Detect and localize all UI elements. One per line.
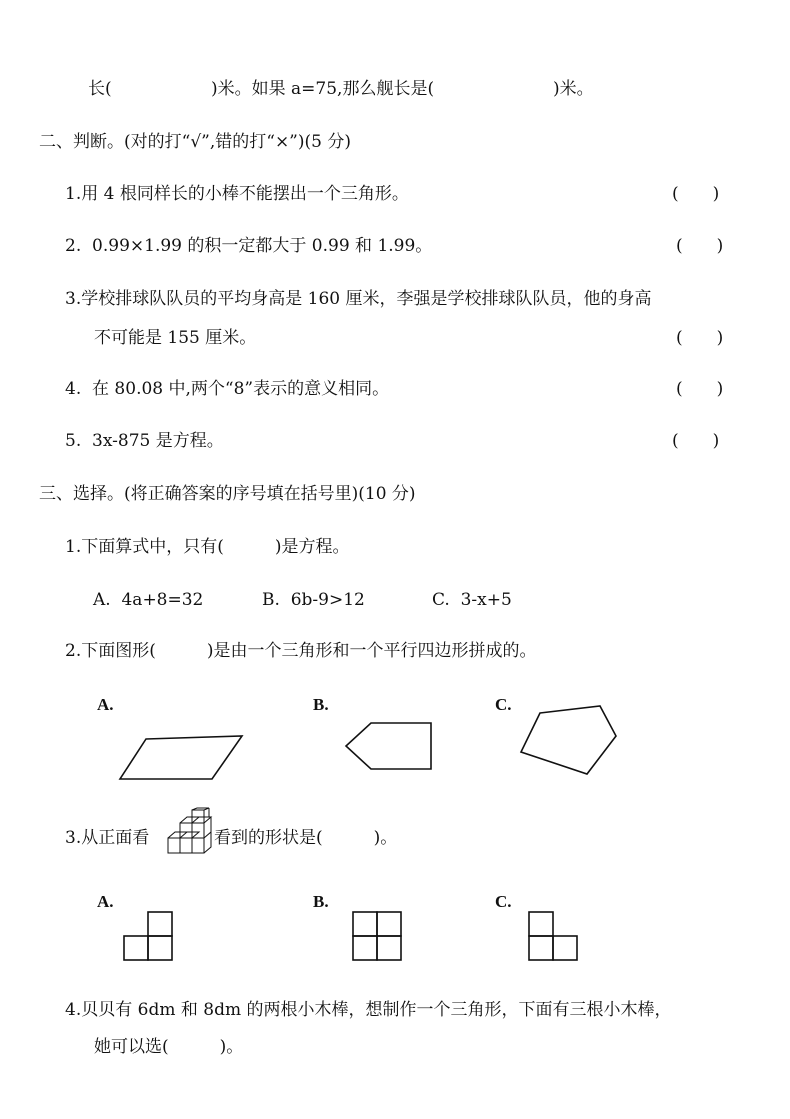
judge-bracket-3[interactable]: ( ) xyxy=(676,328,724,348)
section3-title: 三、选择。(将正确答案的序号填在括号里)(10 分) xyxy=(39,484,416,504)
choice-q2: 2.下面图形( )是由一个三角形和一个平行四边形拼成的。 xyxy=(65,641,537,661)
choice-q1-option-b: B. 6b-9>12 xyxy=(262,590,365,610)
section2-title: 二、判断。(对的打“√”,错的打“×”)(5 分) xyxy=(39,132,351,152)
judge-item-3-cont: 不可能是 155 厘米。 xyxy=(94,328,257,348)
q2-label-c: C. xyxy=(495,695,512,714)
view-shape-a xyxy=(124,912,172,960)
top-line-mid: )米。如果 a=75,那么舰长是( xyxy=(211,79,435,99)
judge-item-3: 3.学校排球队队员的平均身高是 160 厘米，李强是学校排球队队员，他的身高 xyxy=(65,289,652,309)
q2-label-a: A. xyxy=(97,695,114,714)
top-line-prefix: 长( xyxy=(88,79,112,99)
choice-q3-prefix: 3.从正面看 xyxy=(65,828,150,848)
q3-label-c: C. xyxy=(495,892,512,911)
judge-bracket-1[interactable]: ( ) xyxy=(672,184,720,204)
view-shape-b xyxy=(353,912,401,960)
choice-q3-suffix: 看到的形状是( )。 xyxy=(214,828,398,848)
choice-q1-option-c: C. 3-x+5 xyxy=(432,590,512,610)
judge-bracket-2[interactable]: ( ) xyxy=(676,236,724,256)
judge-bracket-4[interactable]: ( ) xyxy=(676,379,724,399)
q2-label-b: B. xyxy=(313,695,329,714)
choice-q1-option-a: A. 4a+8=32 xyxy=(93,590,204,610)
judge-item-5: 5. 3x-875 是方程。 xyxy=(65,431,224,451)
q3-label-a: A. xyxy=(97,892,114,911)
judge-bracket-5[interactable]: ( ) xyxy=(672,431,720,451)
choice-q1: 1.下面算式中，只有( )是方程。 xyxy=(65,537,350,557)
top-line-suffix: )米。 xyxy=(553,79,594,99)
judge-item-2: 2. 0.99×1.99 的积一定都大于 0.99 和 1.99。 xyxy=(65,236,433,256)
judge-item-4: 4. 在 80.08 中,两个“8”表示的意义相同。 xyxy=(65,379,390,399)
choice-q4: 4.贝贝有 6dm 和 8dm 的两根小木棒，想制作一个三角形，下面有三根小木棒， xyxy=(65,1000,672,1020)
judge-item-1: 1.用 4 根同样长的小棒不能摆出一个三角形。 xyxy=(65,184,409,204)
choice-q4-cont: 她可以选( )。 xyxy=(94,1037,244,1057)
view-shape-c xyxy=(529,912,577,960)
q3-label-b: B. xyxy=(313,892,329,911)
